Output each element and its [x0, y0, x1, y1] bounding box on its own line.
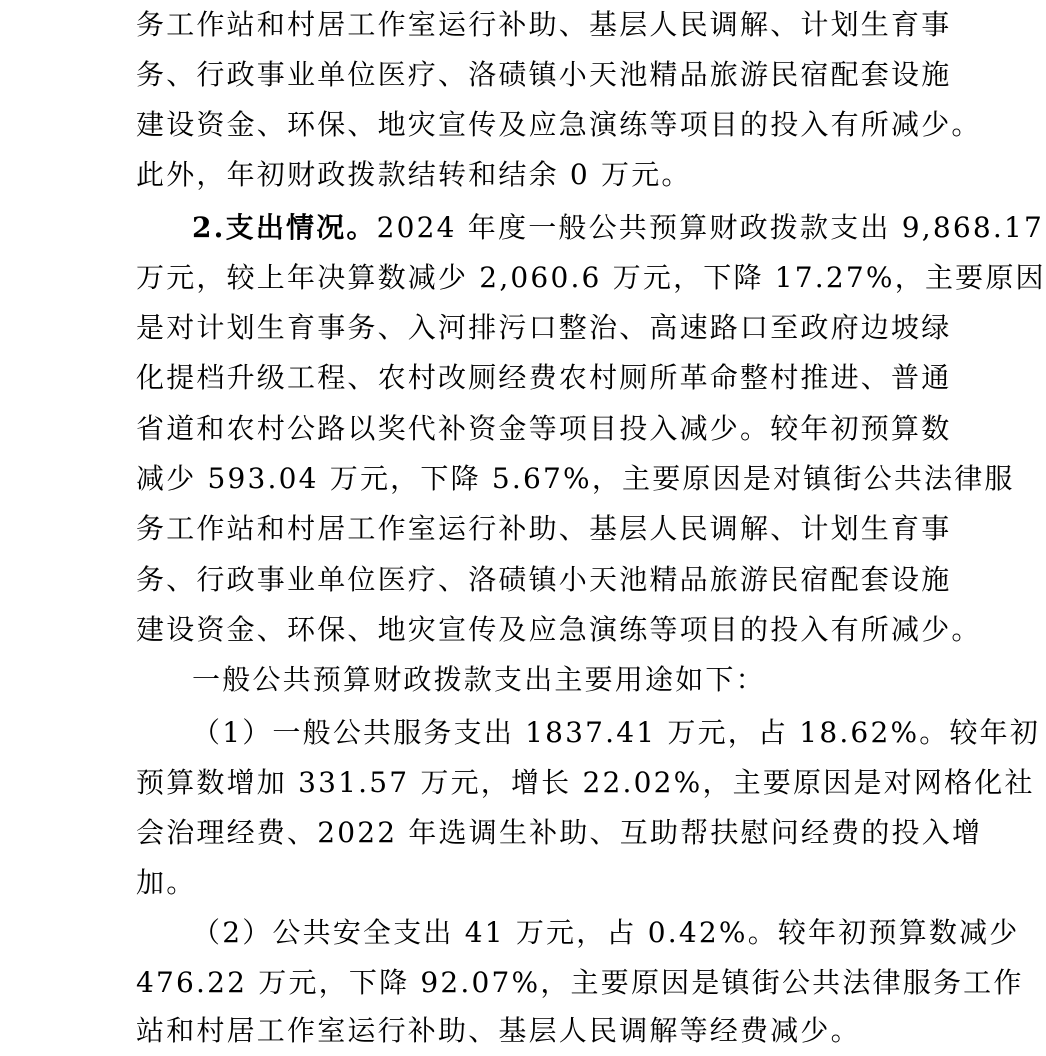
text-line: 务工作站和村居工作室运行补助、基层人民调解、计划生育事 — [136, 8, 952, 41]
text-run: 2024 年度一般公共预算财政拨款支出 9,868.17 — [376, 211, 1044, 244]
text-line: 预算数增加 331.57 万元，增长 22.02%，主要原因是对网格化社 — [136, 766, 1035, 799]
text-line: 会治理经费、2022 年选调生补助、互助帮扶慰问经费的投入增 — [136, 816, 983, 849]
section-heading: 2.支出情况。 — [192, 211, 377, 244]
text-line: 建设资金、环保、地灾宣传及应急演练等项目的投入有所减少。 — [136, 108, 982, 141]
text-line: 加。 — [136, 866, 197, 899]
list-item-line: （2）公共安全支出 41 万元，占 0.42%。较年初预算数减少 — [192, 916, 1020, 949]
text-line: 务工作站和村居工作室运行补助、基层人民调解、计划生育事 — [136, 512, 952, 545]
section-heading-line — [192, 203, 1044, 253]
text-line: 建设资金、环保、地灾宣传及应急演练等项目的投入有所减少。 — [136, 613, 982, 646]
list-item-line: （1）一般公共服务支出 1837.41 万元，占 18.62%。较年初 — [192, 716, 1041, 749]
text-line: 此外，年初财政拨款结转和结余 0 万元。 — [136, 158, 692, 191]
text-line: 省道和农村公路以奖代补资金等项目投入减少。较年初预算数 — [136, 412, 952, 445]
text-line: 476.22 万元，下降 92.07%，主要原因是镇街公共法律服务工作 — [136, 966, 1024, 999]
text-line: 站和村居工作室运行补助、基层人民调解等经费减少。 — [136, 1014, 861, 1047]
text-line: 务、行政事业单位医疗、洛碛镇小天池精品旅游民宿配套设施 — [136, 563, 952, 596]
text-line: 是对计划生育事务、入河排污口整治、高速路口至政府边坡绿 — [136, 311, 952, 344]
text-line: 减少 593.04 万元，下降 5.67%，主要原因是对镇街公共法律服 — [136, 462, 1015, 495]
text-line: 一般公共预算财政拨款支出主要用途如下： — [192, 663, 766, 696]
text-line: 务、行政事业单位医疗、洛碛镇小天池精品旅游民宿配套设施 — [136, 58, 952, 91]
text-line: 化提档升级工程、农村改厕经费农村厕所革命整村推进、普通 — [136, 361, 952, 394]
text-line: 万元，较上年决算数减少 2,060.6 万元，下降 17.27%，主要原因 — [136, 261, 1046, 294]
